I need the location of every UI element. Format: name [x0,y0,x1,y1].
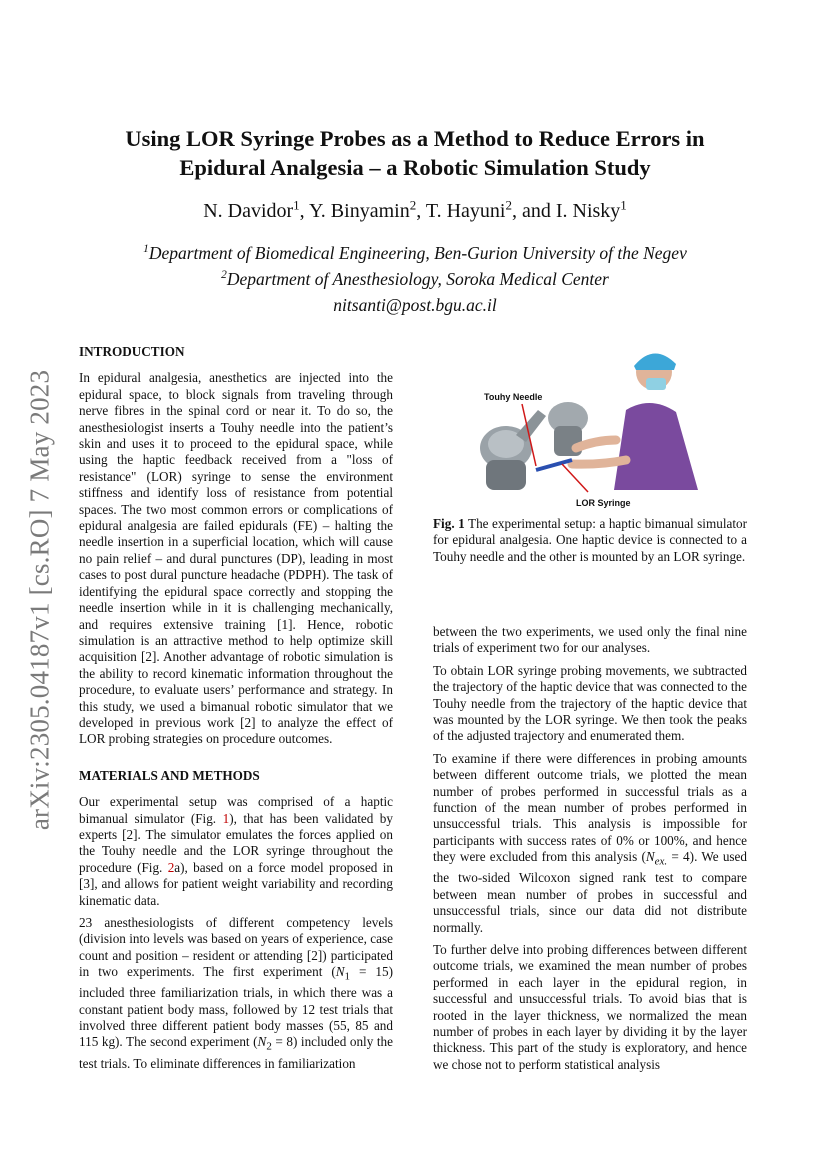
email: nitsanti@post.bgu.ac.il [333,295,497,315]
right-paragraph-3 [433,751,747,936]
author-name: N. Davidor [203,200,294,222]
affiliation-1 [60,240,770,266]
figure-1-caption [433,516,747,565]
math-val: = 8) [271,1034,298,1050]
text: . Hence, robotic simulation is an attractive method to help optimize skill acquisition [79,616,393,665]
text: to analyze the effect of LOR probing strategies on procedure outcomes. [79,714,394,747]
paper-title [60,124,770,182]
author-sep: , [299,200,309,222]
author-sep: , and [511,200,556,222]
caption-label: Fig. 1 [433,516,465,531]
math-sub: 2 [266,1041,272,1054]
figure-1-photo [476,340,708,512]
title-line-2: Epidural Analgesia – a Robotic Simulation Study [179,155,651,180]
figure-link[interactable]: 1 [222,810,230,826]
citation-link[interactable]: [3] [79,876,95,892]
text: included only the test trials. To eliminate differences in familiarization [79,1034,393,1071]
left-column [79,344,393,1078]
methods-paragraph-1 [79,794,393,909]
title-line-1: Using LOR Syringe Probes as a Method to Reduce Errors in [125,126,705,151]
author-name: T. Hayuni [425,200,506,222]
citation-link[interactable]: [1] [277,616,293,632]
author-name: Y. Binyamin [308,200,410,222]
right-paragraph-2: To obtain LOR syringe probing movements, we subtracted the trajectory of the haptic device that was connected to the Touhy needle from the trajectory of the haptic device that was mounted by the LOR syringe. We then took the peaks of the adjusted trajectory and enumerated them. [433,662,747,744]
math-var: N [257,1034,267,1050]
text: ), that has been validated by experts [79,810,393,842]
text: Our experimental setup was comprised of a haptic bimanual simulator (Fig. [79,794,393,826]
affil-text: Department of Anesthesiology, Soroka Medical Center [226,269,609,289]
math-var: N [335,964,345,980]
author-list [60,197,770,223]
text: 23 anesthesiologists of different competency levels (division into levels was based on years of experience, case count and position – resident or attending [79,915,393,963]
citation-link[interactable]: [2] [306,947,323,963]
affil-text: Department of Biomedical Engineering, Ben-Gurion University of the Negev [148,243,687,263]
affil-sup: 1 [143,243,149,256]
math-val: = 15) [350,964,393,980]
author-sup: 1 [293,197,300,213]
arxiv-id: arXiv:2305.04187v1 [cs.RO] 7 May 2023 [24,369,55,831]
methods-heading: MATERIALS AND METHODS [79,767,260,783]
methods-paragraph-2 [79,915,393,1072]
label-lor-syringe: LOR Syringe [576,498,631,508]
label-touhy-needle: Touhy Needle [484,392,543,402]
intro-heading: INTRODUCTION [79,344,185,359]
text: . The simulator emulates the forces applied on the Touhy needle and the LOR syringe throughout the procedure (Fig. [79,826,393,875]
right-column [433,624,747,1079]
text: . We used the two-sided Wilcoxon signed rank test to compare between mean number of probes in successful and unsuccessful trials, since our data did not distribute normally. [433,849,747,935]
math-var: N [645,849,655,865]
right-paragraph-4: To further delve into probing differences between different outcome trials, we examined the mean number of probes performed in each layer in the epidural region, in successful and unsuccessful trials. To avoid bias that is rooted in the layer thickness, we normalized the mean number of probes in each layer by dividing it by the layer thickness. This part of the study is exploratory, and hence we chose not to perform statistical analysis [433,941,747,1072]
text: a), based on a force model proposed in [174,859,393,875]
author-sup: 2 [505,197,512,213]
author-sup: 2 [409,197,417,213]
citation-link[interactable]: [2] [122,826,138,842]
intro-paragraph [79,370,393,747]
text: To examine if there were differences in probing amounts between different outcome trials, we plotted the mean number of probes performed in successful trials as a function of the mean number of probes performed in unsuccessful trials. This analysis is impossible for participants with success rates of 0% or 100%, and hence they were excluded from this analysis ( [433,750,747,865]
math-sub: 1 [344,970,351,983]
affiliation-2 [60,266,770,292]
citation-link[interactable]: [2] [140,649,157,665]
arxiv-watermark [20,360,60,840]
author-sep: , [416,200,426,222]
text: , and allows for patient weight variability and recording kinematic data. [79,876,393,908]
caption-text: The experimental setup: a haptic bimanual simulator for epidural analgesia. One haptic device is connected to a Touhy needle and the other is mounted by an LOR syringe. [433,516,747,564]
author-sup: 1 [620,197,627,213]
math-sub: ex. [654,855,668,868]
author-name: I. Nisky [555,200,621,222]
math-val: = 4) [667,849,695,865]
text: included three familiarization trials, in which there was a constant patient body mass, followed by 12 test trials that involved three different patient body masses (55, 85 and 115 kg). The second experiment ( [79,985,393,1050]
affiliations [60,240,770,318]
text: In epidural analgesia, anesthetics are injected into the epidural space, to block signals from traveling through nerve fibres in the spinal cord or near it. To do so, the anesthesiologist inserts a Touhy needle into the patient’s skin and uses it to proceed to the epidural space, while using the haptic feedback received from a "loss of resistance" (LOR) syringe to sense the environment stiffness and identify loss of resistance from potential spaces. The two most common errors or complications of epidural analgesia are failed epidurals (FE) – halting the needle insertion in a superficial location, which will cause no pain relief – and dural punctures (DP), leading in most cases to post dural puncture headache (PDPH). The task of identifying the epidural space correctly and stopping the needle insertion while in it is challenging mechanically, and requires extensive training [79,370,393,632]
right-paragraph-1: between the two experiments, we used only the final nine trials of experiment two for our analyses. [433,624,747,656]
text: ) participated in two experiments. The first experiment ( [79,947,393,980]
figure-link[interactable]: 2 [167,859,175,875]
text: . Another advantage of robotic simulation is the ability to record kinematic information throughout the procedure, to evaluate users’ performance and strategy. In this study, we used a bimanual robotic simulator that we developed in previous work [79,649,393,730]
citation-link[interactable]: [2] [240,714,256,730]
affil-sup: 2 [221,269,227,282]
